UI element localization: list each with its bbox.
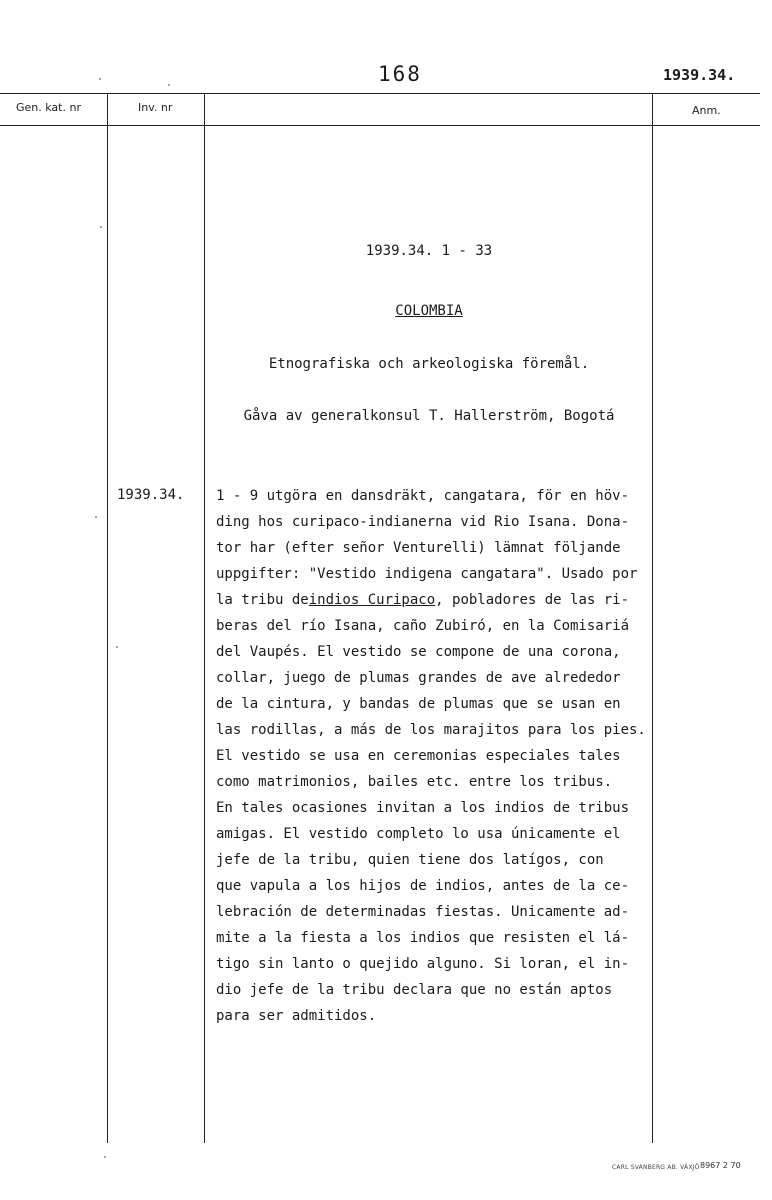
text-line: El vestido se usa en ceremonias especiales tales xyxy=(216,748,621,764)
text-line: amigas. El vestido completo lo usa únicamente el xyxy=(216,826,621,842)
text-line: como matrimonios, bailes etc. entre los tribus. xyxy=(216,774,613,790)
text-fragment: la tribu de xyxy=(216,592,309,608)
text-line: 1 - 9 utgöra en dansdräkt, cangatara, för en höv- xyxy=(216,488,630,504)
text-line: para ser admitidos. xyxy=(216,1008,377,1024)
text-line: del Vaupés. El vestido se compone de una corona, xyxy=(216,644,621,660)
column-header-gen-kat: Gen. kat. nr xyxy=(16,101,81,114)
speck xyxy=(99,78,101,80)
text-line: que vapula a los hijos de indios, antes de la ce- xyxy=(216,878,630,894)
text-fragment: , pobladores de las ri- xyxy=(435,592,630,608)
column-divider-3 xyxy=(652,93,653,1143)
column-divider-1 xyxy=(107,93,108,1143)
speck xyxy=(95,516,97,518)
text-line: jefe de la tribu, quien tiene dos latígos, con xyxy=(216,852,604,868)
printer-mark: CARL SVANBERG AB. VÄXJÖ xyxy=(612,1164,700,1171)
heading-range: 1939.34. 1 - 33 xyxy=(365,243,493,259)
header-top-rule xyxy=(0,93,760,94)
text-line: tor har (efter señor Venturelli) lämnat följande xyxy=(216,540,621,556)
text-line: dio jefe de la tribu declara que no están aptos xyxy=(216,982,613,998)
text-line: tigo sin lanto o quejido alguno. Si loran, el in- xyxy=(216,956,630,972)
text-line: En tales ocasiones invitan a los indios de tribus xyxy=(216,800,630,816)
entry-text xyxy=(216,483,646,1029)
heading-donor: Gåva av generalkonsul T. Hallerström, Bogotá xyxy=(243,408,615,424)
text-line: de la cintura, y bandas de plumas que se usan en xyxy=(216,696,621,712)
speck xyxy=(116,646,118,648)
heading-country: COLOMBIA xyxy=(395,303,463,319)
form-code: 8967 2 70 xyxy=(700,1161,741,1170)
speck xyxy=(100,226,102,228)
underlined-phrase: indios Curipaco xyxy=(308,592,436,608)
text-line: lebración de determinadas fiestas. Unicamente ad- xyxy=(216,904,630,920)
text-line: mite a la fiesta a los indios que resisten el lá- xyxy=(216,930,630,946)
page-number: 168 xyxy=(378,62,422,86)
text-line: collar, juego de plumas grandes de ave alrededor xyxy=(216,670,621,686)
inventory-number: 1939.34. xyxy=(117,487,185,503)
column-divider-2 xyxy=(204,93,205,1143)
text-line-mixed xyxy=(216,587,646,613)
column-header-anm: Anm. xyxy=(692,104,721,117)
text-line: beras del río Isana, caño Zubiró, en la Comisariá xyxy=(216,618,630,634)
header-bottom-rule xyxy=(0,125,760,126)
catalog-number-header: 1939.34. xyxy=(663,66,736,84)
speck xyxy=(168,84,170,86)
column-header-inv: Inv. nr xyxy=(138,101,173,114)
text-line: las rodillas, a más de los marajitos para los pies. xyxy=(216,722,646,738)
text-line: uppgifter: "Vestido indigena cangatara". Usado por xyxy=(216,566,638,582)
text-line: ding hos curipaco-indianerna vid Rio Isana. Dona- xyxy=(216,514,630,530)
speck xyxy=(104,1156,106,1158)
heading-category: Etnografiska och arkeologiska föremål. xyxy=(268,356,590,372)
